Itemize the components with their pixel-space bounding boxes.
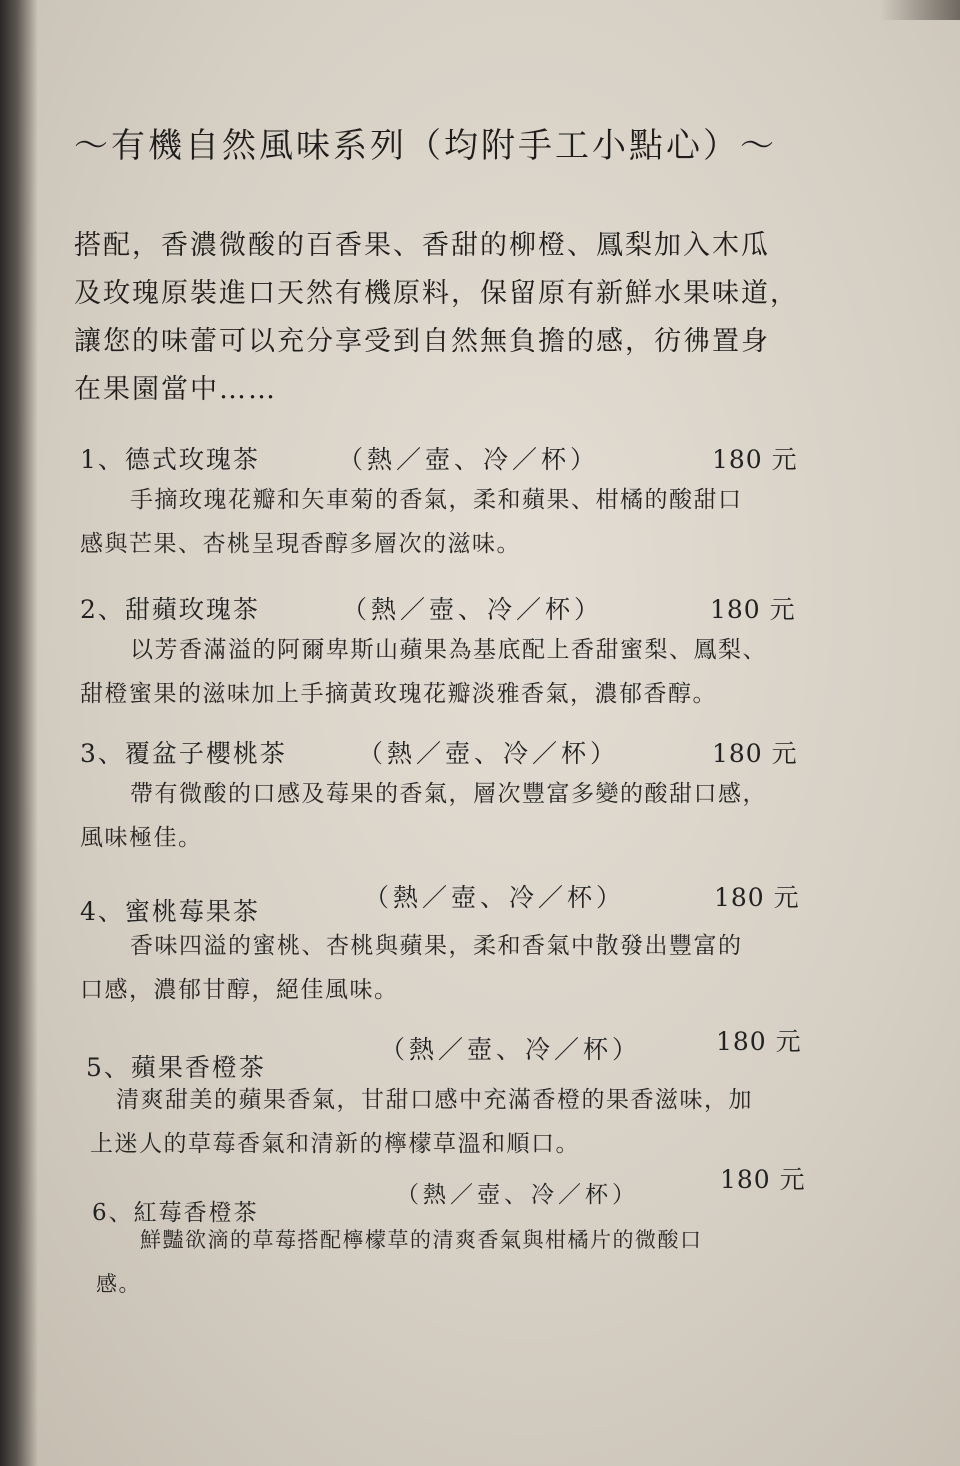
menu-item-2	[80, 590, 860, 716]
menu-item-price: 180 元	[712, 445, 798, 474]
menu-item-description	[80, 1218, 860, 1306]
description-line: 清爽甜美的蘋果香氣，甘甜口感中充滿香橙的果香滋味，加	[116, 1087, 753, 1113]
menu-item-header	[80, 1022, 860, 1082]
menu-item-header	[80, 1160, 860, 1226]
menu-item-name: 1、德式玫瑰茶	[80, 445, 260, 474]
description-line: 鮮豔欲滴的草莓搭配檸檬草的清爽香氣與柑橘片的微酸口	[140, 1228, 703, 1252]
menu-item-description	[80, 478, 860, 566]
menu-item-options: （熱／壺、冷／杯）	[338, 445, 600, 474]
menu-item-header	[80, 590, 860, 624]
intro-line: 在果園當中……	[74, 374, 277, 405]
description-line: 手摘玫瑰花瓣和矢車菊的香氣，柔和蘋果、柑橘的酸甜口	[130, 487, 743, 513]
menu-item-name: 2、甜蘋玫瑰茶	[80, 595, 260, 624]
description-line: 感。	[96, 1272, 141, 1296]
menu-item-price: 180 元	[712, 739, 798, 768]
menu-item-options: （熱／壺、冷／杯）	[342, 595, 604, 624]
menu-item-description	[80, 1078, 860, 1166]
binding-shadow	[0, 0, 38, 1466]
menu-item-header	[80, 878, 860, 926]
menu-item-price: 180 元	[710, 595, 796, 624]
menu-item-price: 180 元	[716, 1027, 802, 1056]
intro-line: 搭配，香濃微酸的百香果、香甜的柳橙、鳳梨加入木瓜	[74, 230, 770, 261]
description-line: 以芳香滿溢的阿爾卑斯山蘋果為基底配上香甜蜜梨、鳳梨、	[130, 637, 767, 663]
menu-item-price: 180 元	[714, 883, 800, 912]
description-line: 口感，濃郁甘醇，絕佳風味。	[80, 977, 399, 1003]
menu-item-name: 5、蘋果香橙茶	[86, 1053, 266, 1082]
menu-item-header	[80, 734, 860, 768]
menu-item-options: （熱／壺、冷／杯）	[364, 883, 626, 912]
menu-item-name: 4、蜜桃莓果茶	[80, 897, 260, 926]
description-line: 上迷人的草莓香氣和清新的檸檬草溫和順口。	[90, 1131, 580, 1157]
menu-item-description	[80, 628, 860, 716]
intro-line: 讓您的味蕾可以充分享受到自然無負擔的感，彷彿置身	[74, 326, 770, 357]
menu-item-description	[80, 772, 860, 860]
menu-item-5	[80, 1022, 860, 1166]
menu-item-price: 180 元	[720, 1165, 806, 1194]
description-line: 帶有微酸的口感及莓果的香氣，層次豐富多變的酸甜口感，	[130, 781, 767, 807]
description-line: 甜橙蜜果的滋味加上手摘黃玫瑰花瓣淡雅香氣，濃郁香醇。	[80, 681, 717, 707]
menu-item-header	[80, 440, 860, 474]
page-title: ～有機自然風味系列（均附手工小點心）～	[74, 126, 777, 166]
menu-item-options: （熱／壺、冷／杯）	[380, 1035, 642, 1064]
menu-item-name: 6、紅莓香橙茶	[92, 1200, 259, 1226]
intro-paragraph	[74, 222, 874, 414]
description-line: 風味極佳。	[80, 825, 203, 851]
menu-item-options: （熱／壺、冷／杯）	[358, 739, 620, 768]
menu-item-6	[80, 1160, 860, 1306]
menu-item-1	[80, 440, 860, 566]
menu-item-name: 3、覆盆子櫻桃茶	[80, 739, 287, 768]
intro-line: 及玫瑰原裝進口天然有機原料，保留原有新鮮水果味道，	[74, 278, 799, 309]
description-line: 香味四溢的蜜桃、杏桃與蘋果，柔和香氣中散發出豐富的	[130, 933, 743, 959]
menu-item-4	[80, 878, 860, 1012]
menu-item-3	[80, 734, 860, 860]
description-line: 感與芒果、杏桃呈現香醇多層次的滋味。	[80, 531, 521, 557]
menu-item-options: （熱／壺、冷／杯）	[396, 1182, 639, 1208]
menu-item-description	[80, 924, 860, 1012]
corner-shadow	[880, 0, 960, 20]
